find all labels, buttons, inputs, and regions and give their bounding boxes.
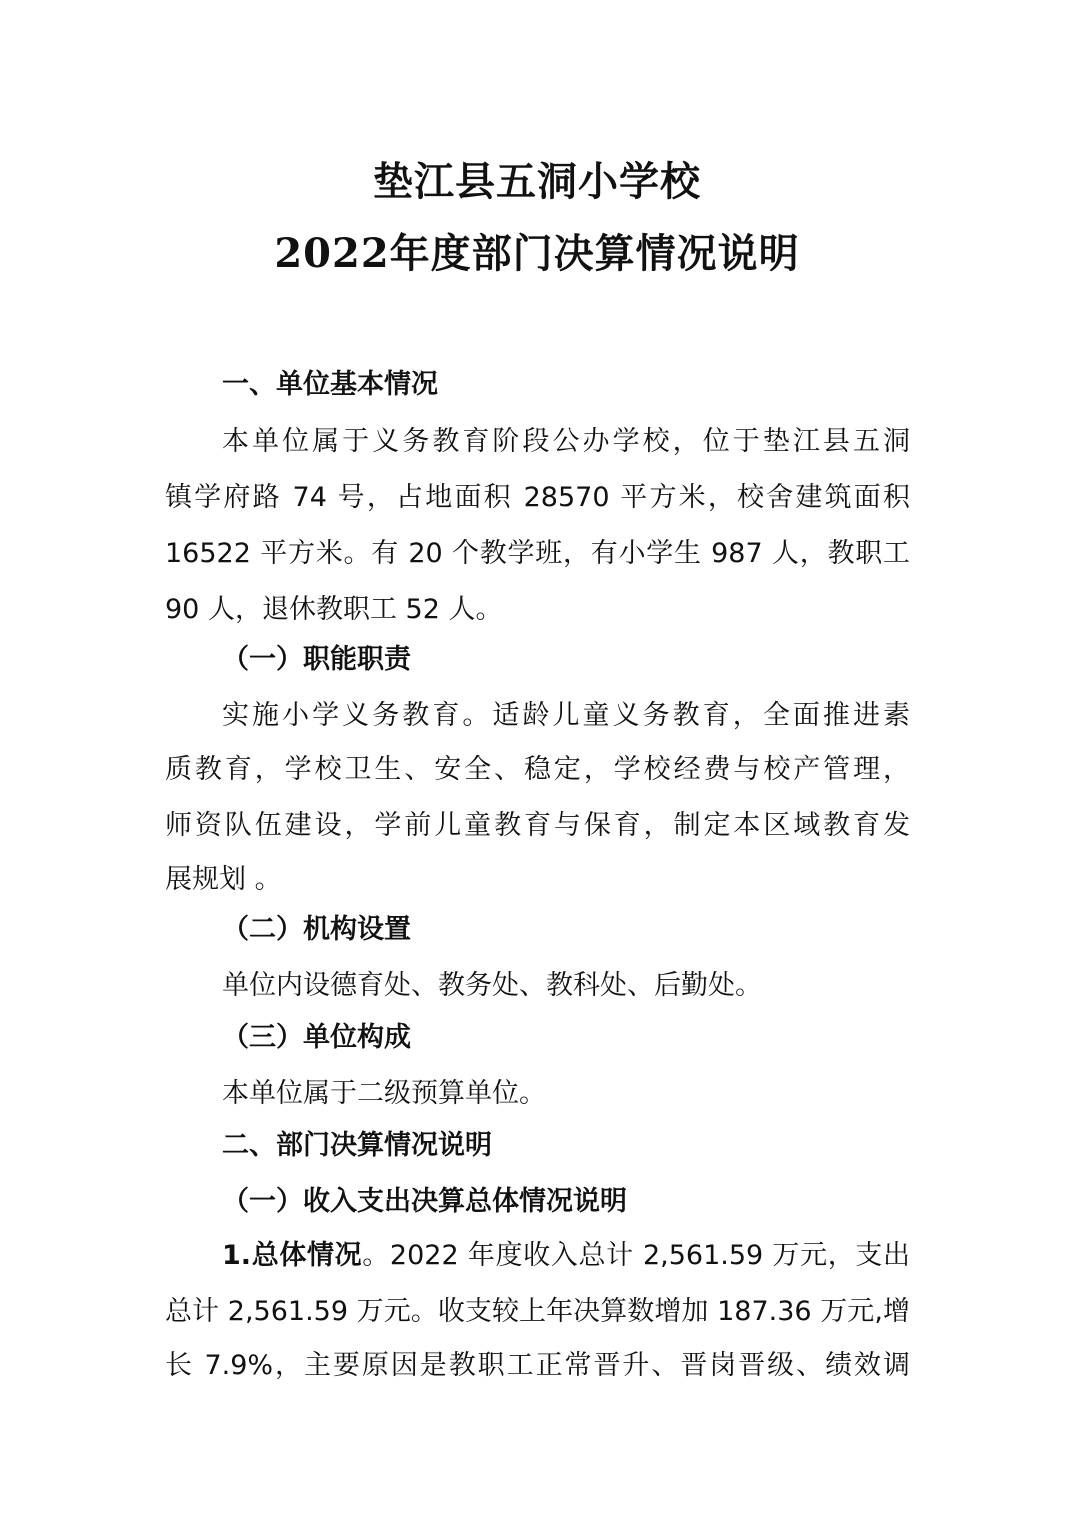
page-title: 垫江县五洞小学校 [373, 158, 701, 205]
subsection-heading-duties: （一）职能职责 [222, 644, 411, 675]
paragraph-line: 总计 2,561.59 万元。收支较上年决算数增加 187.36 万元,增 [165, 1296, 910, 1327]
paragraph-line [222, 1236, 910, 1276]
paragraph-line: 实施小学义务教育。适龄儿童义务教育，全面推进素 [222, 700, 910, 731]
paragraph-line: 质教育，学校卫生、安全、稳定，学校经费与校产管理， [165, 754, 910, 785]
paragraph-line: 展规划 。 [165, 864, 282, 895]
section-heading-basic-info: 一、单位基本情况 [222, 369, 438, 400]
subsection-heading-income-expense: （一）收入支出决算总体情况说明 [222, 1186, 627, 1217]
page-subtitle: 2022年度部门决算情况说明 [274, 230, 800, 277]
paragraph-line: 长 7.9%，主要原因是教职工正常晋升、晋岗晋级、绩效调 [165, 1350, 910, 1381]
subsection-heading-structure: （二）机构设置 [222, 914, 411, 945]
paragraph-line: 本单位属于义务教育阶段公办学校，位于垫江县五洞 [222, 426, 910, 457]
paragraph-line: 师资队伍建设，学前儿童教育与保育，制定本区域教育发 [165, 810, 910, 841]
section-heading-final-accounts: 二、部门决算情况说明 [222, 1130, 492, 1161]
overall-label: 1.总体情况 [222, 1240, 363, 1271]
paragraph-line: 本单位属于二级预算单位。 [222, 1078, 546, 1109]
paragraph-line: 镇学府路 74 号，占地面积 28570 平方米，校舍建筑面积 [165, 482, 910, 513]
subsection-heading-composition: （三）单位构成 [222, 1022, 411, 1053]
paragraph-text: 。2022 年度收入总计 2,561.59 万元，支出 [362, 1240, 911, 1271]
paragraph-line: 90 人，退休教职工 52 人。 [165, 594, 503, 625]
paragraph-line: 单位内设德育处、教务处、教科处、后勤处。 [222, 970, 762, 1001]
paragraph-line: 16522 平方米。有 20 个教学班，有小学生 987 人，教职工 [165, 538, 910, 569]
